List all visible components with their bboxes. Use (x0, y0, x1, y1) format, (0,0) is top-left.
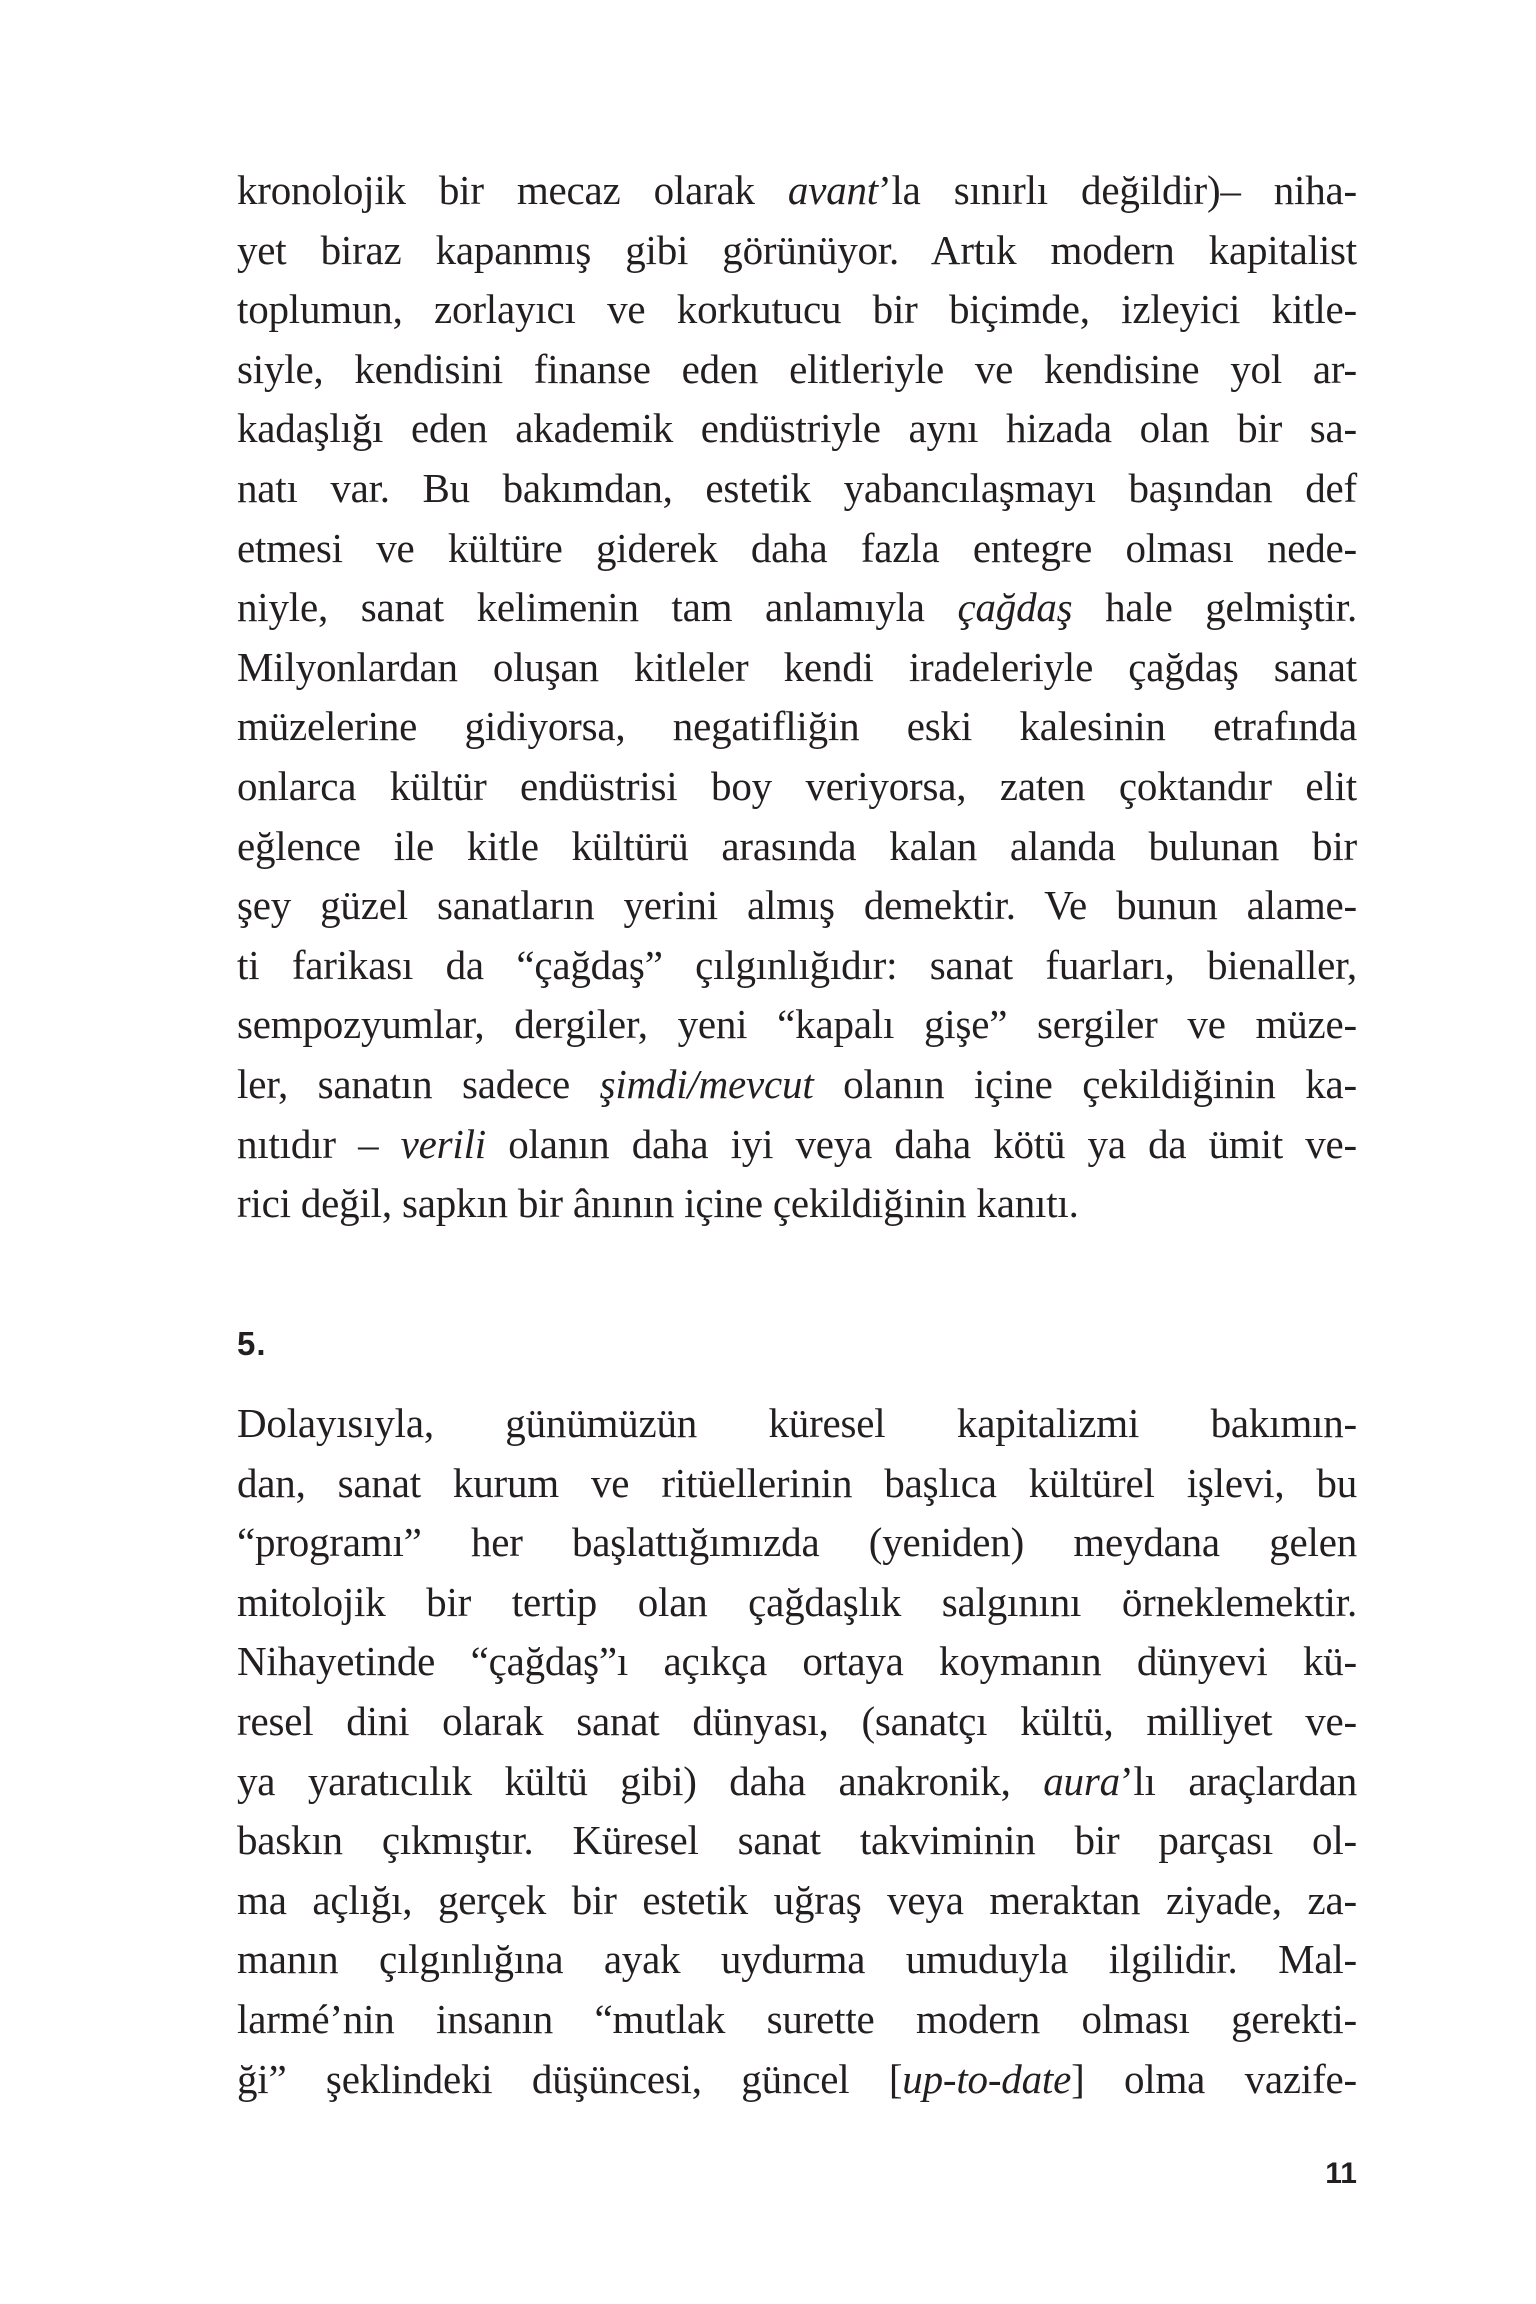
text-line: mitolojik bir tertip olan çağdaşlık salgınını örneklemektir. (237, 1578, 1357, 1625)
text-line: kronolojik bir mecaz olarak avant’la sınırlı değildir)– niha- (237, 167, 1357, 213)
body-paragraph-2 (237, 1394, 1357, 2109)
text-line: niyle, sanat kelimenin tam anlamıyla çağdaş hale gelmiştir. (237, 584, 1357, 631)
text-line: ler, sanatın sadece şimdi/mevcut olanın içine çekildiğinin ka- (237, 1060, 1357, 1107)
text-line: rici değil, sapkın bir ânının içine çekildiğinin kanıtı. (237, 1180, 1079, 1227)
text-line: manın çılgınlığına ayak uydurma umuduyla ilgilidir. Mal- (237, 1936, 1357, 1983)
text-line: resel dini olarak sanat dünyası, (sanatçı kültü, milliyet ve- (237, 1697, 1357, 1744)
text-line: natı var. Bu bakımdan, estetik yabancılaşmayı başından def (237, 464, 1357, 511)
text-line: onlarca kültür endüstrisi boy veriyorsa, zaten çoktandır elit (237, 762, 1357, 809)
text-line: müzelerine gidiyorsa, negatifliğin eski kalesinin etrafında (237, 703, 1357, 750)
text-line: nıtıdır – verili olanın daha iyi veya daha kötü ya da ümit ve- (237, 1120, 1358, 1167)
text-line: etmesi ve kültüre giderek daha fazla entegre olması nede- (237, 524, 1357, 571)
text-line: larmé’nin insanın “mutlak surette modern olması gerekti- (237, 1995, 1357, 2042)
text-line: toplumun, zorlayıcı ve korkutucu bir biçimde, izleyici kitle- (237, 286, 1357, 333)
text-line: Dolayısıyla, günümüzün küresel kapitalizmi bakımın- (237, 1400, 1357, 1446)
text-line: “programı” her başlattığımızda (yeniden) meydana gelen (237, 1519, 1357, 1566)
text-line: ma açlığı, gerçek bir estetik uğraş veya meraktan ziyade, za- (237, 1876, 1357, 1923)
text-line: şey güzel sanatların yerini almış demektir. Ve bunun alame- (237, 882, 1357, 929)
text-line: sempozyumlar, dergiler, yeni “kapalı gişe” sergiler ve müze- (237, 1001, 1357, 1048)
text-line: baskın çıkmıştır. Küresel sanat takviminin bir parçası ol- (237, 1817, 1357, 1864)
text-line: ti farikası da “çağdaş” çılgınlığıdır: sanat fuarları, bienaller, (237, 941, 1357, 988)
text-line: Milyonlardan oluşan kitleler kendi iradeleriyle çağdaş sanat (237, 643, 1357, 690)
section-heading: 5. (237, 1325, 267, 1362)
body-paragraph-1 (237, 161, 1357, 1234)
text-line: Nihayetinde “çağdaş”ı açıkça ortaya koymanın dünyevi kü- (237, 1638, 1357, 1685)
text-line: kadaşlığı eden akademik endüstriyle aynı hizada olan bir sa- (237, 405, 1357, 452)
text-line: siyle, kendisini finanse eden elitleriyle ve kendisine yol ar- (237, 345, 1357, 392)
page-number: 11 (1325, 2157, 1357, 2190)
text-line: ya yaratıcılık kültü gibi) daha anakronik, aura’lı araçlardan (237, 1757, 1358, 1804)
text-line: dan, sanat kurum ve ritüellerinin başlıca kültürel işlevi, bu (237, 1459, 1357, 1506)
text-line: yet biraz kapanmış gibi görünüyor. Artık modern kapitalist (237, 226, 1357, 273)
text-line: eğlence ile kitle kültürü arasında kalan alanda bulunan bir (237, 822, 1357, 869)
text-line: ği” şeklindeki düşüncesi, güncel [up-to-date] olma vazife- (237, 2055, 1358, 2102)
